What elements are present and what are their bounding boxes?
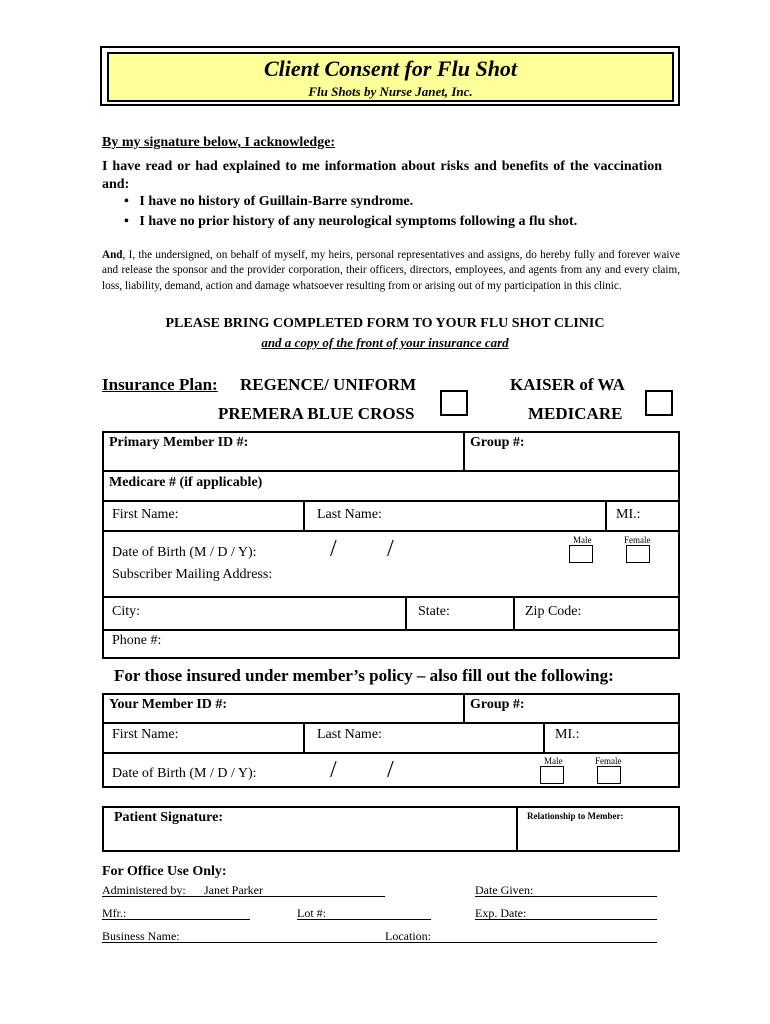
divider [102,722,680,724]
dependent-female-label: Female [595,756,622,766]
administered-by-line[interactable] [102,896,385,897]
mfr-line[interactable] [102,919,250,920]
bullet-text: I have no prior history of any neurological symptoms following a flu shot. [139,214,578,229]
insurance-option-kaiser: KAISER of WA [510,375,625,394]
lot-label: Lot #: [297,906,326,920]
exp-date-line[interactable] [475,919,657,920]
waiver-lead: And [102,249,123,261]
dependent-mi-label: MI.: [555,727,580,742]
city-label: City: [112,604,141,619]
dob-slash: / [330,536,337,562]
divider [463,431,465,472]
administered-by-label: Administered by: [102,883,186,897]
primary-member-id-label: Primary Member ID #: [109,435,249,450]
female-checkbox[interactable] [626,545,650,563]
your-member-id-label: Your Member ID #: [109,697,228,712]
divider [543,722,545,754]
divider [102,752,680,754]
dob-label: Date of Birth (M / D / Y): [112,545,257,560]
insurance-checkbox-right[interactable] [645,390,673,416]
dependent-group-label: Group #: [470,697,525,712]
lot-line[interactable] [297,919,431,920]
dependent-first-name-label: First Name: [112,727,179,742]
divider [513,596,515,631]
insurance-plan-label: Insurance Plan: [102,375,218,394]
divider [102,530,680,532]
insurance-checkbox-left[interactable] [440,390,468,416]
acknowledge-heading: By my signature below, I acknowledge: [102,135,336,150]
divider [463,693,465,724]
dependent-dob-slash: / [387,757,394,783]
group-label: Group #: [470,435,525,450]
last-name-label: Last Name: [317,507,382,522]
office-use-heading: For Office Use Only: [102,864,227,879]
divider [405,596,407,631]
form-title: Client Consent for Flu Shot [263,56,518,81]
divider [605,500,607,532]
state-label: State: [418,604,450,619]
dependent-dob-label: Date of Birth (M / D / Y): [112,766,257,781]
divider [516,806,518,852]
date-given-line[interactable] [475,896,657,897]
dependent-last-name-label: Last Name: [317,727,382,742]
female-label: Female [624,535,651,545]
phone-label: Phone #: [112,633,162,648]
insurance-option-medicare: MEDICARE [528,404,623,423]
business-name-label: Business Name: [102,929,180,943]
mailing-address-label: Subscriber Mailing Address: [112,567,273,582]
dob-slash: / [387,536,394,562]
waiver-paragraph [102,248,680,294]
divider [102,470,680,472]
date-given-label: Date Given: [475,883,534,897]
medicare-label: Medicare # (if applicable) [109,475,263,490]
first-name-label: First Name: [112,507,179,522]
divider [102,500,680,502]
notice-line-1: PLEASE BRING COMPLETED FORM TO YOUR FLU SHOT CLINIC [165,316,605,331]
bullet-item: • I have no history of Guillain-Barre syndrome. [124,194,414,209]
dependent-male-checkbox[interactable] [540,766,564,784]
bullet-item: • I have no prior history of any neurological symptoms following a flu shot. [124,214,578,229]
divider [102,629,680,631]
notice-line-2: and a copy of the front of your insurance card [261,335,509,350]
dependent-male-label: Male [544,756,563,766]
insurance-option-premera: PREMERA BLUE CROSS [218,404,415,423]
divider [303,722,305,754]
male-label: Male [573,535,592,545]
zip-label: Zip Code: [525,604,582,619]
business-name-line[interactable] [102,942,657,943]
divider [102,596,680,598]
mfr-label: Mfr.: [102,906,127,920]
dependent-dob-slash: / [330,757,337,783]
male-checkbox[interactable] [569,545,593,563]
location-label: Location: [385,929,431,943]
acknowledge-intro: I have read or had explained to me information about risks and benefits of the vaccination and: [102,159,662,192]
bullet-text: I have no history of Guillain-Barre syndrome. [139,194,414,209]
waiver-text: , I, the undersigned, on behalf of myself, my heirs, personal representatives and assigns, do hereby fully and forever waive and release the sponsor and the provider corporation, their officers, directors, employees, and agents from any and every claim, loss, liability, demand, action and damage whatsoever resulting from or arising out of my participation in this clinic. [102,249,680,292]
mi-label: MI.: [616,507,641,522]
divider [303,500,305,532]
exp-date-label: Exp. Date: [475,906,527,920]
administered-by-value: Janet Parker [204,883,263,897]
relationship-label: Relationship to Member: [527,811,624,821]
patient-signature-label: Patient Signature: [114,810,224,825]
insurance-option-regence: REGENCE/ UNIFORM [240,375,417,394]
form-subtitle: Flu Shots by Nurse Janet, Inc. [308,84,473,99]
dependent-female-checkbox[interactable] [597,766,621,784]
dependent-heading: For those insured under member’s policy – also fill out the following: [114,666,614,685]
